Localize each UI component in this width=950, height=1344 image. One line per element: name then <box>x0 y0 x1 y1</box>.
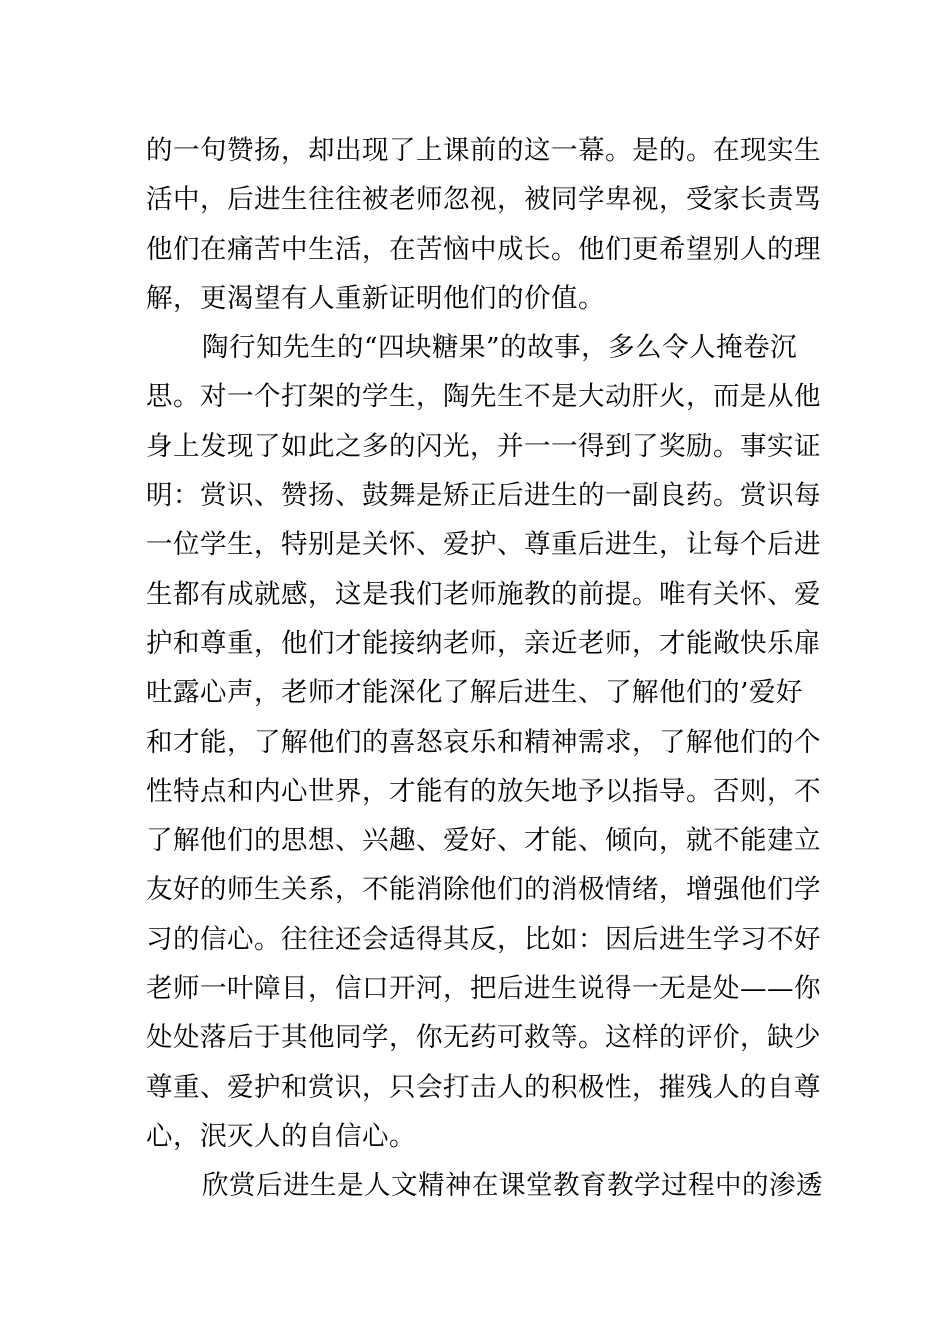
text-line: 心，泯灭人的自信心。 <box>146 1120 416 1152</box>
text-line: 吐露心声，老师才能深化了解后进生、了解他们的’爱好 <box>146 677 803 709</box>
text-line: 性特点和内心世界，才能有的放矢地予以指导。否则，不 <box>146 775 821 807</box>
text-line: 一位学生，特别是关怀、爱护、尊重后进生，让每个后进 <box>146 529 821 561</box>
text-line: 欣赏后进生是人文精神在课堂教育教学过程中的渗透 <box>202 1170 823 1202</box>
text-line: 护和尊重，他们才能接纳老师，亲近老师，才能敞快乐扉 <box>146 627 821 659</box>
text-line: 老师一叶障目，信口开河，把后进生说得一无是处——你 <box>146 973 821 1005</box>
text-line: 了解他们的思想、兴趣、爱好、才能、倾向，就不能建立 <box>146 825 821 857</box>
text-line: 陶行知先生的“四块糖果”的故事，多么令人掩卷沉 <box>202 332 798 364</box>
text-line: 的一句赞扬，却出现了上课前的这一幕。是的。在现实生 <box>146 135 821 166</box>
body-text <box>146 126 823 1211</box>
text-line: 解，更渴望有人重新证明他们的价值。 <box>146 282 605 314</box>
text-line: 友好的师生关系，不能消除他们的消极情绪，增强他们学 <box>146 874 821 906</box>
text-line: 活中，后进生往往被老师忽视，被同学卑视，受家长责骂 <box>146 184 821 216</box>
text-line: 和才能，了解他们的喜怒哀乐和精神需求，了解他们的个 <box>146 726 821 758</box>
text-line: 明：赏识、赞扬、鼓舞是矫正后进生的一副良药。赏识每 <box>146 480 821 512</box>
text-line: 他们在痛苦中生活，在苦恼中成长。他们更希望别人的理 <box>146 233 821 265</box>
text-line: 处处落后于其他同学，你无药可救等。这样的评价，缺少 <box>146 1022 821 1054</box>
text-line: 思。对一个打架的学生，陶先生不是大动肝火，而是从他 <box>146 381 821 413</box>
text-line: 尊重、爱护和赏识，只会打击人的积极性，摧残人的自尊 <box>146 1071 821 1103</box>
text-line: 习的信心。往往还会适得其反，比如：因后进生学习不好 <box>146 923 821 955</box>
text-line: 生都有成就感，这是我们老师施教的前提。唯有关怀、爱 <box>146 578 821 610</box>
text-line: 身上发现了如此之多的闪光，并一一得到了奖励。事实证 <box>146 430 821 462</box>
